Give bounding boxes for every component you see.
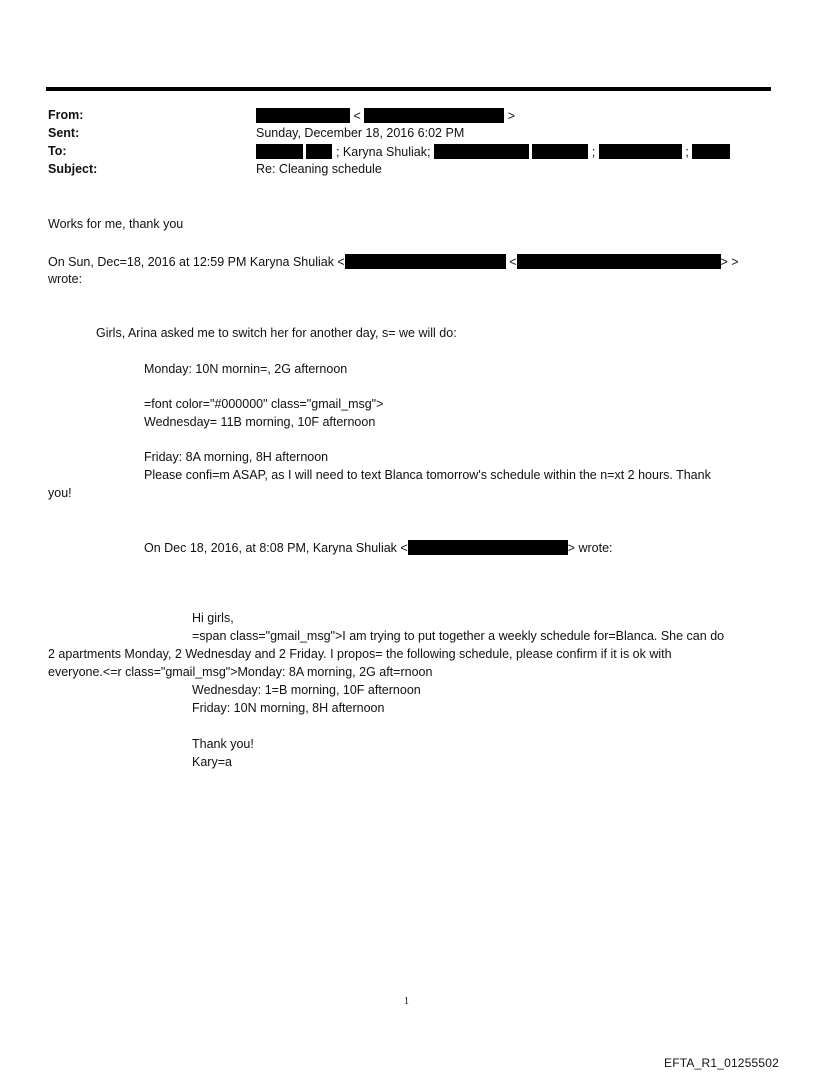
from-gt: > bbox=[507, 109, 516, 123]
to-separator: ; bbox=[591, 145, 596, 159]
header-rule bbox=[46, 87, 771, 91]
sent-label: Sent: bbox=[48, 126, 80, 140]
to-label: To: bbox=[48, 144, 67, 158]
subject-value: Re: Cleaning schedule bbox=[256, 162, 382, 176]
friday2-line: Friday: 10N morning, 8H afternoon bbox=[192, 701, 385, 715]
redaction-block bbox=[517, 254, 721, 269]
redaction-block bbox=[434, 144, 529, 159]
to-value bbox=[256, 144, 730, 159]
quote1-line bbox=[48, 254, 739, 269]
apartments-line: 2 apartments Monday, 2 Wednesday and 2 Friday. I propos= the following schedule, please confirm if it is ok with bbox=[48, 647, 672, 661]
from-lt: < bbox=[353, 109, 361, 123]
quote1-wrote: wrote: bbox=[48, 272, 83, 286]
document-id: EFTA_R1_01255502 bbox=[664, 1056, 780, 1070]
redaction-block bbox=[256, 108, 350, 123]
please-confirm-line: Please confi=m ASAP, as I will need to text Blanca tomorrow's schedule within the n=xt 2 hours. Thank bbox=[144, 468, 711, 482]
redaction-block bbox=[256, 144, 303, 159]
thank-you-line: Thank you! bbox=[192, 737, 254, 751]
body-line-works: Works for me, thank you bbox=[48, 217, 184, 231]
to-separator: ; bbox=[685, 145, 689, 159]
redaction-block bbox=[306, 144, 332, 159]
from-label: From: bbox=[48, 108, 84, 122]
quote2-line bbox=[144, 540, 613, 555]
friday1-line: Friday: 8A morning, 8H afternoon bbox=[144, 450, 329, 464]
span-line: =span class="gmail_msg">I am trying to put together a weekly schedule for=Blanca. She can do bbox=[192, 629, 725, 643]
girls-line: Girls, Arina asked me to switch her for another day, s= we will do: bbox=[96, 326, 457, 340]
redaction-block bbox=[364, 108, 504, 123]
quote1-suffix: > > bbox=[720, 255, 739, 269]
wednesday1-line: Wednesday= 11B morning, 10F afternoon bbox=[144, 415, 376, 429]
redaction-block bbox=[345, 254, 506, 269]
you-line: you! bbox=[48, 486, 72, 500]
redaction-block bbox=[692, 144, 730, 159]
subject-label: Subject: bbox=[48, 162, 98, 176]
redaction-block bbox=[408, 540, 568, 555]
wednesday2-line: Wednesday: 1=B morning, 10F afternoon bbox=[192, 683, 421, 697]
redaction-block bbox=[532, 144, 588, 159]
redaction-block bbox=[599, 144, 682, 159]
quote1-prefix: On Sun, Dec=18, 2016 at 12:59 PM Karyna Shuliak < bbox=[48, 255, 345, 269]
to-separator: ; Karyna Shuliak; bbox=[335, 145, 431, 159]
page-number: 1 bbox=[404, 996, 409, 1007]
everyone-line: everyone.<=r class="gmail_msg">Monday: 8A morning, 2G aft=rnoon bbox=[48, 665, 433, 679]
monday1-line: Monday: 10N mornin=, 2G afternoon bbox=[144, 362, 348, 376]
quote2-suffix: > wrote: bbox=[567, 541, 613, 555]
sent-value: Sunday, December 18, 2016 6:02 PM bbox=[256, 126, 465, 140]
quote1-mid: < bbox=[509, 255, 517, 269]
from-value bbox=[256, 108, 515, 123]
hi-girls-line: Hi girls, bbox=[192, 611, 234, 625]
quote2-prefix: On Dec 18, 2016, at 8:08 PM, Karyna Shuliak < bbox=[144, 541, 408, 555]
signature-line: Kary=a bbox=[192, 755, 232, 769]
font-color-line: =font color="#000000" class="gmail_msg"> bbox=[144, 397, 384, 411]
